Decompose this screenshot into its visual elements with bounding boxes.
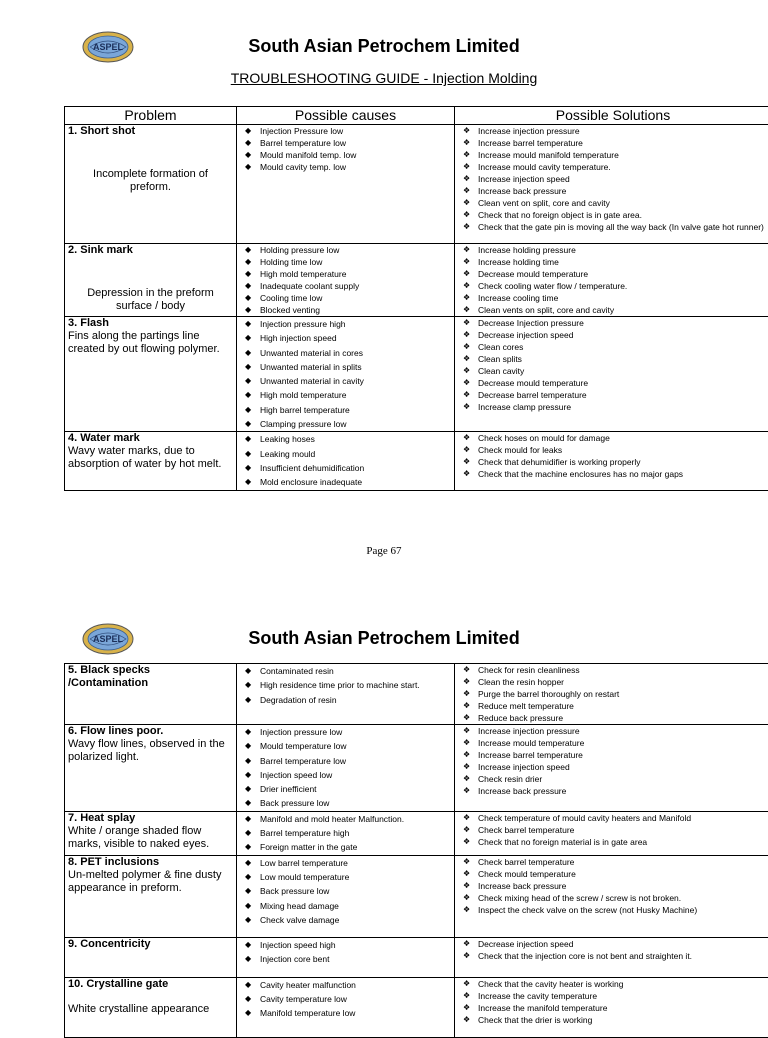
svg-text:ASPEL: ASPEL bbox=[93, 42, 124, 52]
solutions-cell bbox=[455, 937, 768, 977]
solution-item: ❖ Check mould temperature bbox=[458, 868, 768, 880]
problem-name: 8. PET inclusions bbox=[68, 856, 233, 869]
cause-item: ◆ Injection speed low bbox=[240, 768, 451, 782]
solutions-list bbox=[458, 244, 768, 316]
solution-item: ❖ Increase mould temperature bbox=[458, 737, 768, 749]
solution-item: ❖ Purge the barrel thoroughly on restart bbox=[458, 688, 768, 700]
cause-item: ◆ Low barrel temperature bbox=[240, 856, 451, 870]
cause-item: ◆ Holding time low bbox=[240, 256, 451, 268]
table-row bbox=[65, 855, 768, 937]
solution-item: ❖ Check cooling water flow / temperature. bbox=[458, 280, 768, 292]
solution-item: ❖ Decrease injection speed bbox=[458, 938, 768, 950]
solutions-cell bbox=[455, 811, 768, 855]
solution-item: ❖ Clean cavity bbox=[458, 365, 768, 377]
solution-item: ❖ Check that the cavity heater is working bbox=[458, 978, 768, 990]
causes-cell bbox=[237, 125, 455, 244]
company-name: South Asian Petrochem Limited bbox=[0, 36, 768, 57]
solutions-list bbox=[458, 317, 768, 413]
problem-cell bbox=[65, 977, 237, 1037]
svg-text:ASPEL: ASPEL bbox=[93, 634, 124, 644]
solution-item: ❖ Decrease mould temperature bbox=[458, 377, 768, 389]
solution-item: ❖ Check temperature of mould cavity heaters and Manifold bbox=[458, 812, 768, 824]
solutions-cell bbox=[455, 317, 768, 432]
cause-item: ◆ Check valve damage bbox=[240, 913, 451, 927]
causes-cell bbox=[237, 725, 455, 812]
solution-item: ❖ Check barrel temperature bbox=[458, 856, 768, 868]
header-causes: Possible causes bbox=[237, 107, 455, 125]
guide-title: TROUBLESHOOTING GUIDE - Injection Molding bbox=[0, 70, 768, 86]
cause-item: ◆ Blocked venting bbox=[240, 304, 451, 316]
table-row bbox=[65, 937, 768, 977]
problem-cell bbox=[65, 317, 237, 432]
cause-item: ◆ Clamping pressure low bbox=[240, 417, 451, 431]
solutions-cell bbox=[455, 244, 768, 317]
cause-item: ◆ Barrel temperature low bbox=[240, 754, 451, 768]
cause-item: ◆ High barrel temperature bbox=[240, 403, 451, 417]
cause-item: ◆ High mold temperature bbox=[240, 388, 451, 402]
causes-cell bbox=[237, 977, 455, 1037]
troubleshooting-table-page1 bbox=[64, 106, 768, 491]
cause-item: ◆ Drier inefficient bbox=[240, 782, 451, 796]
solution-item: ❖ Increase mould cavity temperature. bbox=[458, 161, 768, 173]
problem-description: White crystalline appearance bbox=[68, 1003, 233, 1016]
solutions-cell bbox=[455, 664, 768, 725]
cause-item: ◆ Injection pressure low bbox=[240, 725, 451, 739]
cause-item: ◆ Manifold temperature low bbox=[240, 1006, 451, 1020]
cause-item: ◆ Cavity heater malfunction bbox=[240, 978, 451, 992]
cause-item: ◆ Unwanted material in cavity bbox=[240, 374, 451, 388]
solution-item: ❖ Clean vent on split, core and cavity bbox=[458, 197, 768, 209]
problem-cell bbox=[65, 811, 237, 855]
solution-item: ❖ Check that no foreign material is in gate area bbox=[458, 836, 768, 848]
cause-item: ◆ Mixing head damage bbox=[240, 899, 451, 913]
problem-cell bbox=[65, 937, 237, 977]
table-row bbox=[65, 977, 768, 1037]
table-row bbox=[65, 317, 768, 432]
causes-list bbox=[240, 812, 451, 855]
causes-cell bbox=[237, 432, 455, 490]
company-name: South Asian Petrochem Limited bbox=[0, 628, 768, 649]
solution-item: ❖ Decrease Injection pressure bbox=[458, 317, 768, 329]
solution-item: ❖ Increase barrel temperature bbox=[458, 137, 768, 149]
cause-item: ◆ Degradation of resin bbox=[240, 693, 451, 707]
causes-cell bbox=[237, 855, 455, 937]
problem-name: 6. Flow lines poor. bbox=[68, 725, 233, 738]
causes-list bbox=[240, 856, 451, 927]
solution-item: ❖ Clean vents on split, core and cavity bbox=[458, 304, 768, 316]
solution-item: ❖ Increase injection speed bbox=[458, 761, 768, 773]
solution-item: ❖ Reduce melt temperature bbox=[458, 700, 768, 712]
problem-name: 5. Black specks /Contamination bbox=[68, 664, 233, 690]
cause-item: ◆ Back pressure low bbox=[240, 884, 451, 898]
problem-name: 1. Short shot bbox=[68, 125, 233, 138]
cause-item: ◆ Low mould temperature bbox=[240, 870, 451, 884]
solution-item: ❖ Check resin drier bbox=[458, 773, 768, 785]
solutions-cell bbox=[455, 855, 768, 937]
cause-item: ◆ High residence time prior to machine start. bbox=[240, 678, 451, 692]
causes-list bbox=[240, 317, 451, 431]
problem-cell bbox=[65, 244, 237, 317]
causes-cell bbox=[237, 811, 455, 855]
cause-item: ◆ Back pressure low bbox=[240, 796, 451, 810]
problem-description: Depression in the preform surface / body bbox=[68, 287, 233, 313]
table-row bbox=[65, 125, 768, 244]
cause-item: ◆ Mould cavity temp. low bbox=[240, 161, 451, 173]
problem-cell bbox=[65, 432, 237, 490]
cause-item: ◆ Injection speed high bbox=[240, 938, 451, 952]
cause-item: ◆ Manifold and mold heater Malfunction. bbox=[240, 812, 451, 826]
page1-header bbox=[0, 30, 768, 70]
solution-item: ❖ Check that dehumidifier is working properly bbox=[458, 456, 768, 468]
causes-list bbox=[240, 978, 451, 1021]
solution-item: ❖ Inspect the check valve on the screw (not Husky Machine) bbox=[458, 904, 768, 916]
solution-item: ❖ Check that the drier is working bbox=[458, 1014, 768, 1026]
cause-item: ◆ Contaminated resin bbox=[240, 664, 451, 678]
solutions-cell bbox=[455, 125, 768, 244]
cause-item: ◆ Insufficient dehumidification bbox=[240, 461, 451, 475]
table-row bbox=[65, 664, 768, 725]
solution-item: ❖ Increase clamp pressure bbox=[458, 401, 768, 413]
solutions-cell bbox=[455, 725, 768, 812]
table-row bbox=[65, 432, 768, 490]
table-row bbox=[65, 725, 768, 812]
solutions-cell bbox=[455, 432, 768, 490]
cause-item: ◆ Cooling time low bbox=[240, 292, 451, 304]
cause-item: ◆ High mold temperature bbox=[240, 268, 451, 280]
problem-name: 2. Sink mark bbox=[68, 244, 233, 257]
problem-name: 4. Water mark bbox=[68, 432, 233, 445]
cause-item: ◆ Injection pressure high bbox=[240, 317, 451, 331]
solution-item: ❖ Increase the cavity temperature bbox=[458, 990, 768, 1002]
problem-cell bbox=[65, 125, 237, 244]
solution-item: ❖ Check that the injection core is not bent and straighten it. bbox=[458, 950, 768, 962]
solution-item: ❖ Check that no foreign object is in gate area. bbox=[458, 209, 768, 221]
problem-description: White / orange shaded flow marks, visible to naked eyes. bbox=[68, 825, 233, 851]
causes-list bbox=[240, 664, 451, 707]
problem-name: 7. Heat splay bbox=[68, 812, 233, 825]
problem-name: 9. Concentricity bbox=[68, 938, 233, 951]
solution-item: ❖ Check that the gate pin is moving all the way back (In valve gate hot runner) bbox=[458, 221, 768, 233]
solution-item: ❖ Increase back pressure bbox=[458, 880, 768, 892]
solution-item: ❖ Clean the resin hopper bbox=[458, 676, 768, 688]
cause-item: ◆ Unwanted material in cores bbox=[240, 346, 451, 360]
causes-cell bbox=[237, 937, 455, 977]
causes-cell bbox=[237, 244, 455, 317]
solution-item: ❖ Decrease injection speed bbox=[458, 329, 768, 341]
causes-list bbox=[240, 244, 451, 316]
cause-item: ◆ Leaking hoses bbox=[240, 432, 451, 446]
solution-item: ❖ Check barrel temperature bbox=[458, 824, 768, 836]
cause-item: ◆ Cavity temperature low bbox=[240, 992, 451, 1006]
cause-item: ◆ Mould manifold temp. low bbox=[240, 149, 451, 161]
problem-cell bbox=[65, 855, 237, 937]
problem-description: Incomplete formation of preform. bbox=[68, 168, 233, 194]
solution-item: ❖ Increase holding pressure bbox=[458, 244, 768, 256]
solution-item: ❖ Decrease mould temperature bbox=[458, 268, 768, 280]
causes-list bbox=[240, 725, 451, 811]
solution-item: ❖ Clean cores bbox=[458, 341, 768, 353]
solutions-list bbox=[458, 856, 768, 916]
causes-list bbox=[240, 125, 451, 173]
solution-item: ❖ Increase cooling time bbox=[458, 292, 768, 304]
solutions-list bbox=[458, 725, 768, 797]
solution-item: ❖ Check mixing head of the screw / screw is not broken. bbox=[458, 892, 768, 904]
problem-cell bbox=[65, 725, 237, 812]
solution-item: ❖ Check that the machine enclosures has no major gaps bbox=[458, 468, 768, 480]
page2-header bbox=[0, 622, 768, 662]
cause-item: ◆ Mould temperature low bbox=[240, 739, 451, 753]
causes-cell bbox=[237, 664, 455, 725]
problem-description: Fins along the partings line created by out flowing polymer. bbox=[68, 330, 233, 356]
causes-cell bbox=[237, 317, 455, 432]
solutions-list bbox=[458, 432, 768, 480]
cause-item: ◆ Barrel temperature high bbox=[240, 826, 451, 840]
cause-item: ◆ High injection speed bbox=[240, 331, 451, 345]
solution-item: ❖ Check mould for leaks bbox=[458, 444, 768, 456]
cause-item: ◆ Barrel temperature low bbox=[240, 137, 451, 149]
problem-description: Wavy flow lines, observed in the polarized light. bbox=[68, 738, 233, 764]
solution-item: ❖ Reduce back pressure bbox=[458, 712, 768, 724]
solution-item: ❖ Increase injection speed bbox=[458, 173, 768, 185]
solutions-cell bbox=[455, 977, 768, 1037]
solution-item: ❖ Increase barrel temperature bbox=[458, 749, 768, 761]
causes-list bbox=[240, 938, 451, 967]
table-row bbox=[65, 244, 768, 317]
problem-name: 10. Crystalline gate bbox=[68, 978, 233, 991]
cause-item: ◆ Injection Pressure low bbox=[240, 125, 451, 137]
solution-item: ❖ Clean splits bbox=[458, 353, 768, 365]
header-problem: Problem bbox=[65, 107, 237, 125]
solution-item: ❖ Increase back pressure bbox=[458, 785, 768, 797]
cause-item: ◆ Injection core bent bbox=[240, 952, 451, 966]
causes-list bbox=[240, 432, 451, 489]
header-solutions: Possible Solutions bbox=[455, 107, 768, 125]
solution-item: ❖ Increase injection pressure bbox=[458, 725, 768, 737]
solutions-list bbox=[458, 978, 768, 1026]
cause-item: ◆ Inadequate coolant supply bbox=[240, 280, 451, 292]
solution-item: ❖ Check hoses on mould for damage bbox=[458, 432, 768, 444]
solution-item: ❖ Increase the manifold temperature bbox=[458, 1002, 768, 1014]
cause-item: ◆ Mold enclosure inadequate bbox=[240, 475, 451, 489]
page-number: Page 67 bbox=[0, 545, 768, 557]
solution-item: ❖ Decrease barrel temperature bbox=[458, 389, 768, 401]
solution-item: ❖ Increase mould manifold temperature bbox=[458, 149, 768, 161]
cause-item: ◆ Holding pressure low bbox=[240, 244, 451, 256]
solution-item: ❖ Increase holding time bbox=[458, 256, 768, 268]
solution-item: ❖ Check for resin cleanliness bbox=[458, 664, 768, 676]
cause-item: ◆ Foreign matter in the gate bbox=[240, 840, 451, 854]
cause-item: ◆ Unwanted material in splits bbox=[240, 360, 451, 374]
solutions-list bbox=[458, 812, 768, 848]
problem-description: Un-melted polymer & fine dusty appearance in preform. bbox=[68, 869, 233, 895]
solutions-list bbox=[458, 938, 768, 962]
problem-description: Wavy water marks, due to absorption of water by hot melt. bbox=[68, 445, 233, 471]
cause-item: ◆ Leaking mould bbox=[240, 447, 451, 461]
solutions-list bbox=[458, 664, 768, 724]
problem-cell bbox=[65, 664, 237, 725]
solutions-list bbox=[458, 125, 768, 233]
problem-name: 3. Flash bbox=[68, 317, 233, 330]
solution-item: ❖ Increase injection pressure bbox=[458, 125, 768, 137]
troubleshooting-table-page2 bbox=[64, 663, 768, 1038]
table-row bbox=[65, 811, 768, 855]
solution-item: ❖ Increase back pressure bbox=[458, 185, 768, 197]
